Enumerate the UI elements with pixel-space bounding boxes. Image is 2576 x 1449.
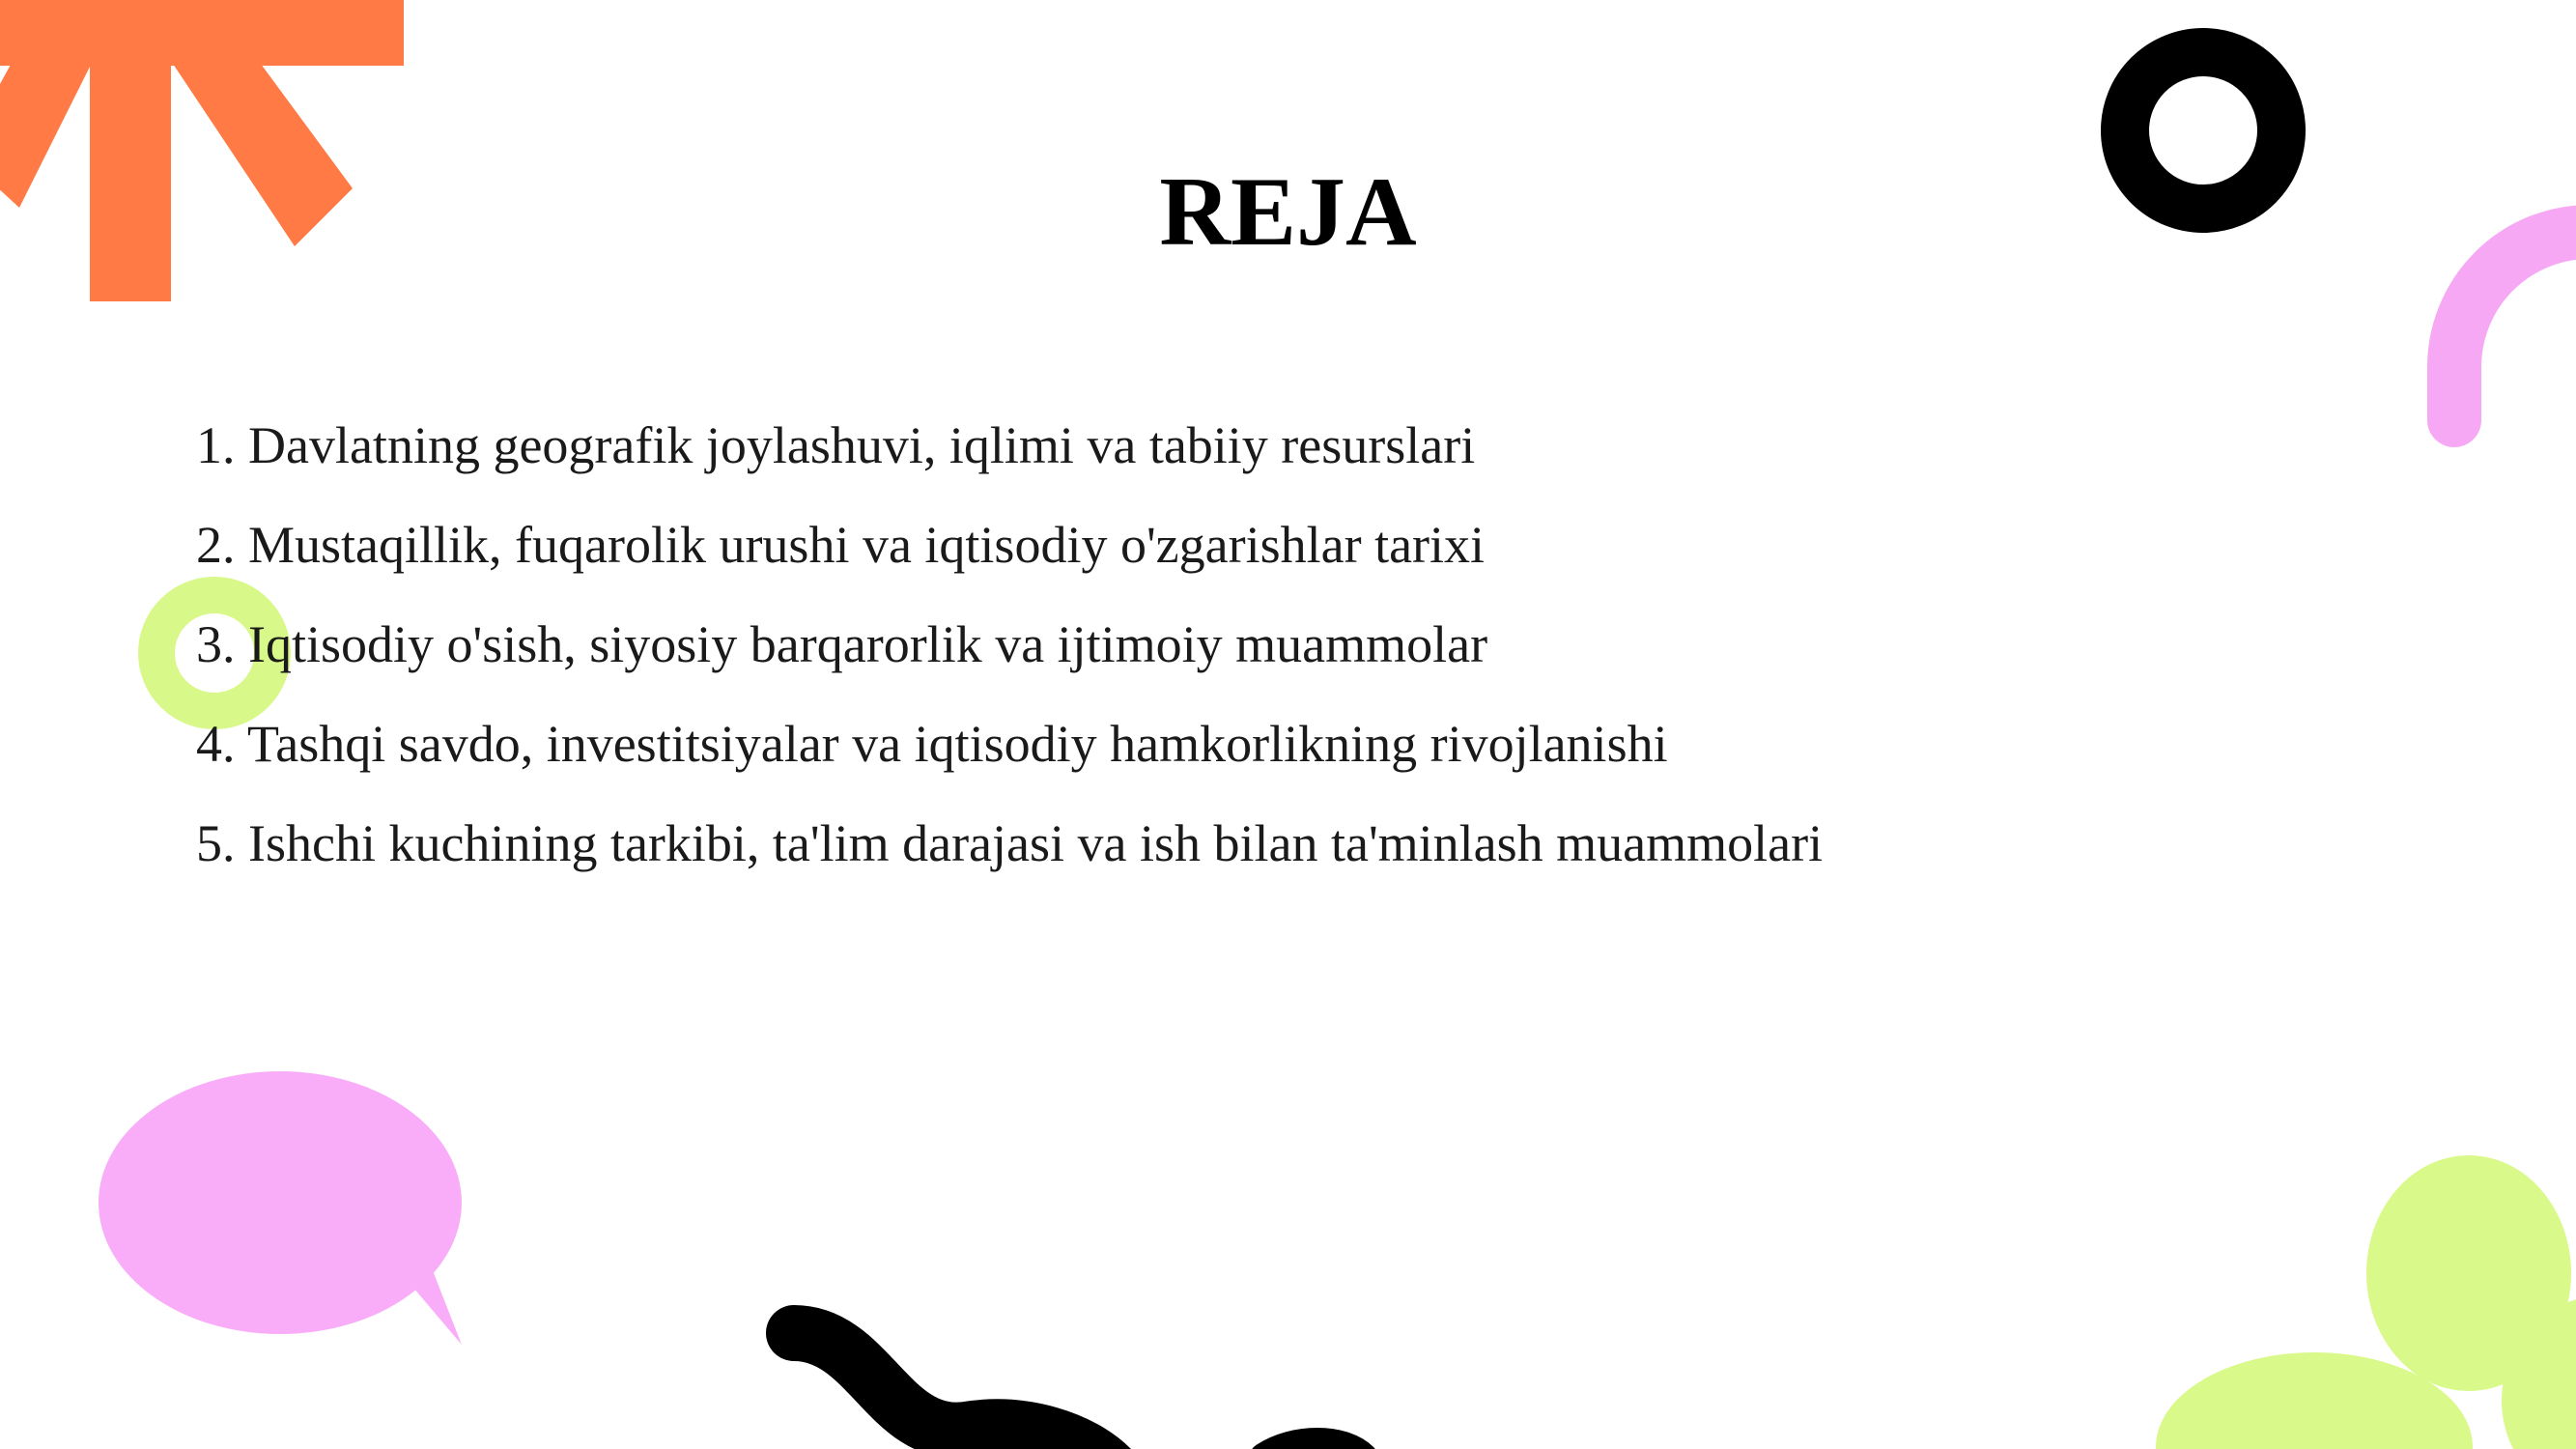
list-item-number: 2. bbox=[196, 516, 236, 574]
flower-shape bbox=[2156, 1155, 2576, 1449]
list-item-number: 3. bbox=[196, 615, 236, 673]
plan-list bbox=[196, 396, 1823, 894]
list-item-text: Ishchi kuchining tarkibi, ta'lim darajasi va ish bilan ta'minlash muammolari bbox=[248, 814, 1824, 872]
squiggle-shape bbox=[794, 1333, 1111, 1449]
speech-bubble-shape bbox=[99, 1071, 462, 1345]
list-item bbox=[196, 595, 1823, 695]
page-title: REJA bbox=[1159, 157, 1417, 267]
list-item bbox=[196, 496, 1823, 595]
list-item bbox=[196, 396, 1823, 496]
list-item-number: 1. bbox=[196, 416, 236, 474]
list-item bbox=[196, 695, 1823, 794]
list-item-text: Mustaqillik, fuqarolik urushi va iqtisodiy o'zgarishlar tarixi bbox=[248, 516, 1486, 574]
list-item-text: Iqtisodiy o'sish, siyosiy barqarorlik va ijtimoiy muammolar bbox=[248, 615, 1488, 673]
list-item bbox=[196, 794, 1823, 894]
squiggle-shape bbox=[1265, 1444, 1362, 1449]
list-item-number: 4. bbox=[196, 715, 236, 773]
list-item-number: 5. bbox=[196, 814, 236, 872]
list-item-text: Tashqi savdo, investitsiyalar va iqtisodiy hamkorlikning rivojlanishi bbox=[247, 715, 1668, 773]
list-item-text: Davlatning geografik joylashuvi, iqlimi va tabiiy resurslari bbox=[248, 416, 1476, 474]
